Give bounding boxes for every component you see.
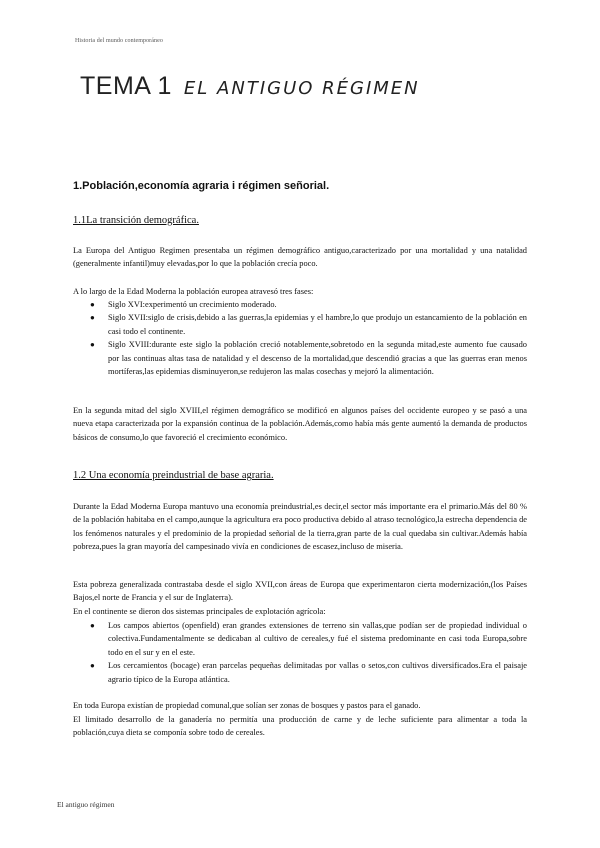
paragraph: La Europa del Antiguo Regimen presentaba un régimen demográfico antiguo,caracterizado por una mortalidad y una natalidad (generalmente infantil)muy elevadas,por lo que la población crecía poco. bbox=[73, 246, 527, 269]
bullet-icon: ● bbox=[90, 300, 95, 309]
subsection-heading-1: 1.1La transición demográfica. bbox=[73, 215, 199, 226]
page-footer: El antiguo régimen bbox=[57, 800, 115, 809]
paragraph: Esta pobreza generalizada contrastaba desde el siglo XVII,con áreas de Europa que experimentaron cierta modernización,(los Países Bajos,el norte de Francia y el sur de Inglaterra). bbox=[73, 580, 527, 603]
paragraph: A lo largo de la Edad Moderna la población europea atravesó tres fases: bbox=[73, 287, 314, 296]
paragraph: El limitado desarrollo de la ganadería no permitía una producción de carne y de leche suficiente para alimentar a toda la población,cuya dieta se componía sobre todo de cereales. bbox=[73, 715, 527, 738]
bullet-icon: ● bbox=[90, 313, 95, 323]
paragraph: En toda Europa existían de propiedad comunal,que solían ser zonas de bosques y pastos para el ganado. bbox=[73, 701, 421, 710]
list-item: ● Siglo XVII:siglo de crisis,debido a las guerras,la epidemias y el hambre,lo que produjo un estancamiento de la población en casi todo el continente. bbox=[90, 313, 527, 336]
bullet-icon: ● bbox=[90, 340, 95, 350]
bullet-icon: ● bbox=[90, 621, 95, 630]
bullet-list bbox=[73, 298, 527, 378]
paragraph: En la segunda mitad del siglo XVIII,el régimen demográfico se modificó en algunos países del occidente europeo y se pasó a una nueva etapa caracterizada por la expansión continua de la población.Además,como había más gente aumentó la demanda de productos básicos de consumo,lo que favoreció el crecimiento económico. bbox=[73, 406, 527, 442]
title-number: TEMA 1 bbox=[80, 72, 172, 100]
page-header: Historia del mundo contemporáneo bbox=[75, 38, 164, 44]
list-item: ● Los campos abiertos (openfield) eran grandes extensiones de terreno sin vallas,que podían ser de propiedad individual o colectiva.Fundamentalmente se dedicaban al cultivo de cereales,y fué el sistema predominante en casi toda Europa,sobre todo en el sur y en el este. bbox=[90, 621, 527, 657]
list-item: ● Siglo XVI:experimentó un crecimiento moderado. bbox=[73, 298, 527, 311]
list-item: ● Los cercamientos (bocage) eran parcelas pequeñas delimitadas por vallas o setos,con cultivos diversificados.Era el paisaje agrario típico de la Europa atlántica. bbox=[90, 661, 527, 684]
title-name: EL ANTIGUO RÉGIMEN bbox=[183, 78, 420, 99]
bullet-icon: ● bbox=[90, 661, 95, 671]
paragraph: Durante la Edad Moderna Europa mantuvo una economía preindustrial,es decir,el sector más importante era el primario.Más del 80 % de la población habitaba en el campo,aunque la agricultura era poco productiva debido al atraso tecnológico,la estrecha dependencia de los fenómenos naturales y el predominio de la propiedad señorial de la tierra,gran parte de la cual quedaba sin cultivar.Además había pobreza,pues la gran mayoría del campesinado vivía en condiciones de escasez,incluso de miseria. bbox=[73, 502, 527, 552]
section-heading: 1.Población,economía agraria i régimen señorial. bbox=[73, 180, 330, 192]
bullet-list bbox=[73, 619, 527, 686]
subsection-heading-2: 1.2 Una economía preindustrial de base agraria. bbox=[73, 470, 274, 481]
page-title bbox=[80, 72, 420, 101]
paragraph: En el continente se dieron dos sistemas principales de explotación agrícola: bbox=[73, 607, 326, 616]
list-item: ● Siglo XVIII:durante este siglo la población creció notablemente,sobretodo en la segunda mitad,este aumento fue causado por las continuas altas tasa de natalidad y el descenso de la mortalidad,que descendió gracias a que las guerras eran menos mortíferas,las epidemias disminuyeron,se redujeron las malas cosechas y mejoró la alimentación. bbox=[90, 340, 527, 377]
